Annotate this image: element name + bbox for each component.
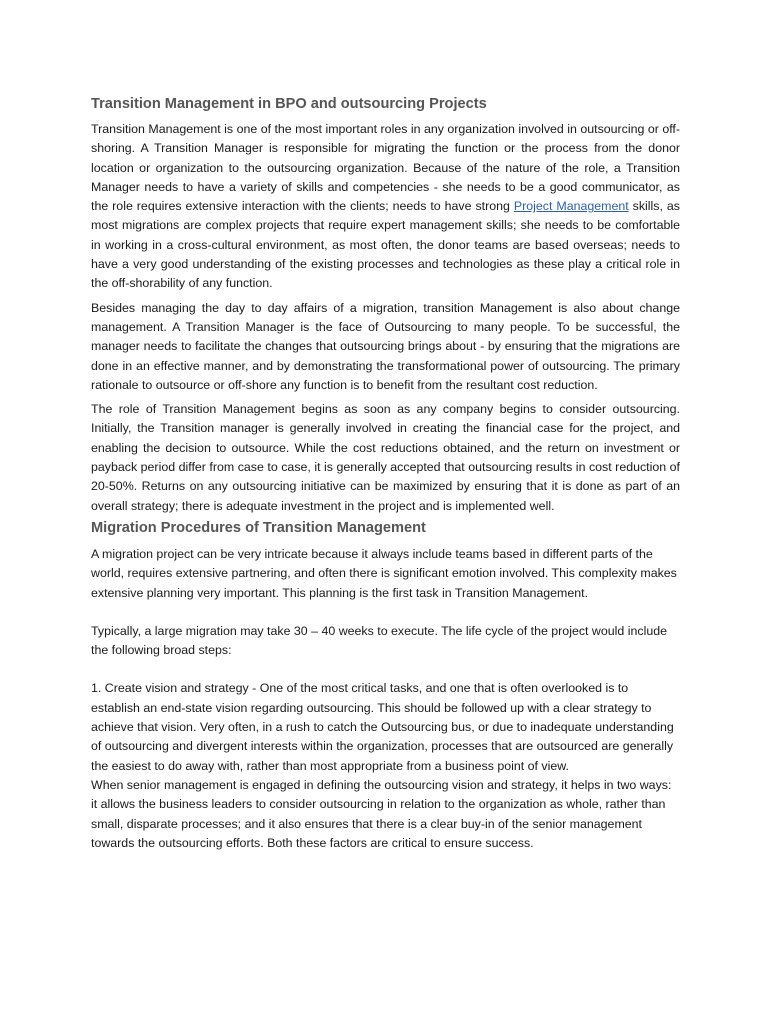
paragraph-migration-project: A migration project can be very intricate because it always include teams based in different parts of the world, requires extensive partnering, and often there is significant emotion involved. This complexity makes extensive planning very important. This planning is the first task in Transition Management. [91, 546, 677, 600]
section-heading-migration-procedures: Migration Procedures of Transition Management [91, 519, 426, 536]
paragraph-typical-migration: Typically, a large migration may take 30 – 40 weeks to execute. The life cycle of the project would include the following broad steps: [91, 623, 668, 658]
document-body [91, 94, 680, 853]
paragraph-role-begins: The role of Transition Management begins as soon as any company begins to consider outsourcing. Initially, the Transition manager is generally involved in creating the financial case for the project, and enabling the decision to outsource. While the cost reductions obtained, and the return on investment or payback period differ from case to case, it is generally accepted that outsourcing results in cost reduction of 20-50%. Returns on any outsourcing initiative can be maximized by ensuring that it is done as part of an overall strategy; there is adequate investment in the project and is implemented well. [91, 402, 680, 513]
paragraph-transition-role [91, 120, 680, 294]
paragraph-change-management: Besides managing the day to day affairs of a migration, transition Management is also about change management. A Transition Manager is the face of Outsourcing to many people. To be successful, the manager needs to facilitate the changes that outsourcing brings about - by ensuring that the migrations are done in an effective manner, and by demonstrating the transformational power of outsourcing. The primary rationale to outsource or off-shore any function is to benefit from the resultant cost reduction. [91, 300, 680, 392]
document-title: Transition Management in BPO and outsourcing Projects [91, 96, 487, 112]
paragraph-senior-management: When senior management is engaged in defining the outsourcing vision and strategy, it helps in two ways: it allows the business leaders to consider outsourcing in relation to the organization as whole, rather than small, disparate processes; and it also ensures that there is a clear buy-in of the senior management towards the outsourcing efforts. Both these factors are critical to ensure success. [91, 777, 672, 850]
paragraph-text: Transition Management is one of the most important roles in any organization involved in outsourcing or off-shoring. A Transition Manager is responsible for migrating the function or the process from the donor location or organization to the outsourcing organization. Because of the nature of the role, a Transition Manager needs to have a variety of skills and competencies - she needs to be a good communicator, as the role requires extensive interaction with the clients; needs to have strong [91, 122, 680, 214]
project-management-link[interactable]: Project Management [513, 199, 629, 214]
paragraph-text: skills, as most migrations are complex projects that require expert management skills; she needs to be comfortable in working in a cross-cultural environment, as most often, the donor teams are based overseas; needs to have a very good understanding of the existing processes and technologies as these play a critical role in the off-shorability of any function. [91, 199, 680, 291]
paragraph-vision-strategy: 1. Create vision and strategy - One of the most critical tasks, and one that is often overlooked is to establish an end-state vision regarding outsourcing. This should be followed up with a clear strategy to achieve that vision. Very often, in a rush to catch the Outsourcing bus, or due to inadequate understanding of outsourcing and divergent interests within the organization, processes that are outsourced are generally the easiest to do away with, rather than most appropriate from a business point of view. [91, 681, 674, 773]
